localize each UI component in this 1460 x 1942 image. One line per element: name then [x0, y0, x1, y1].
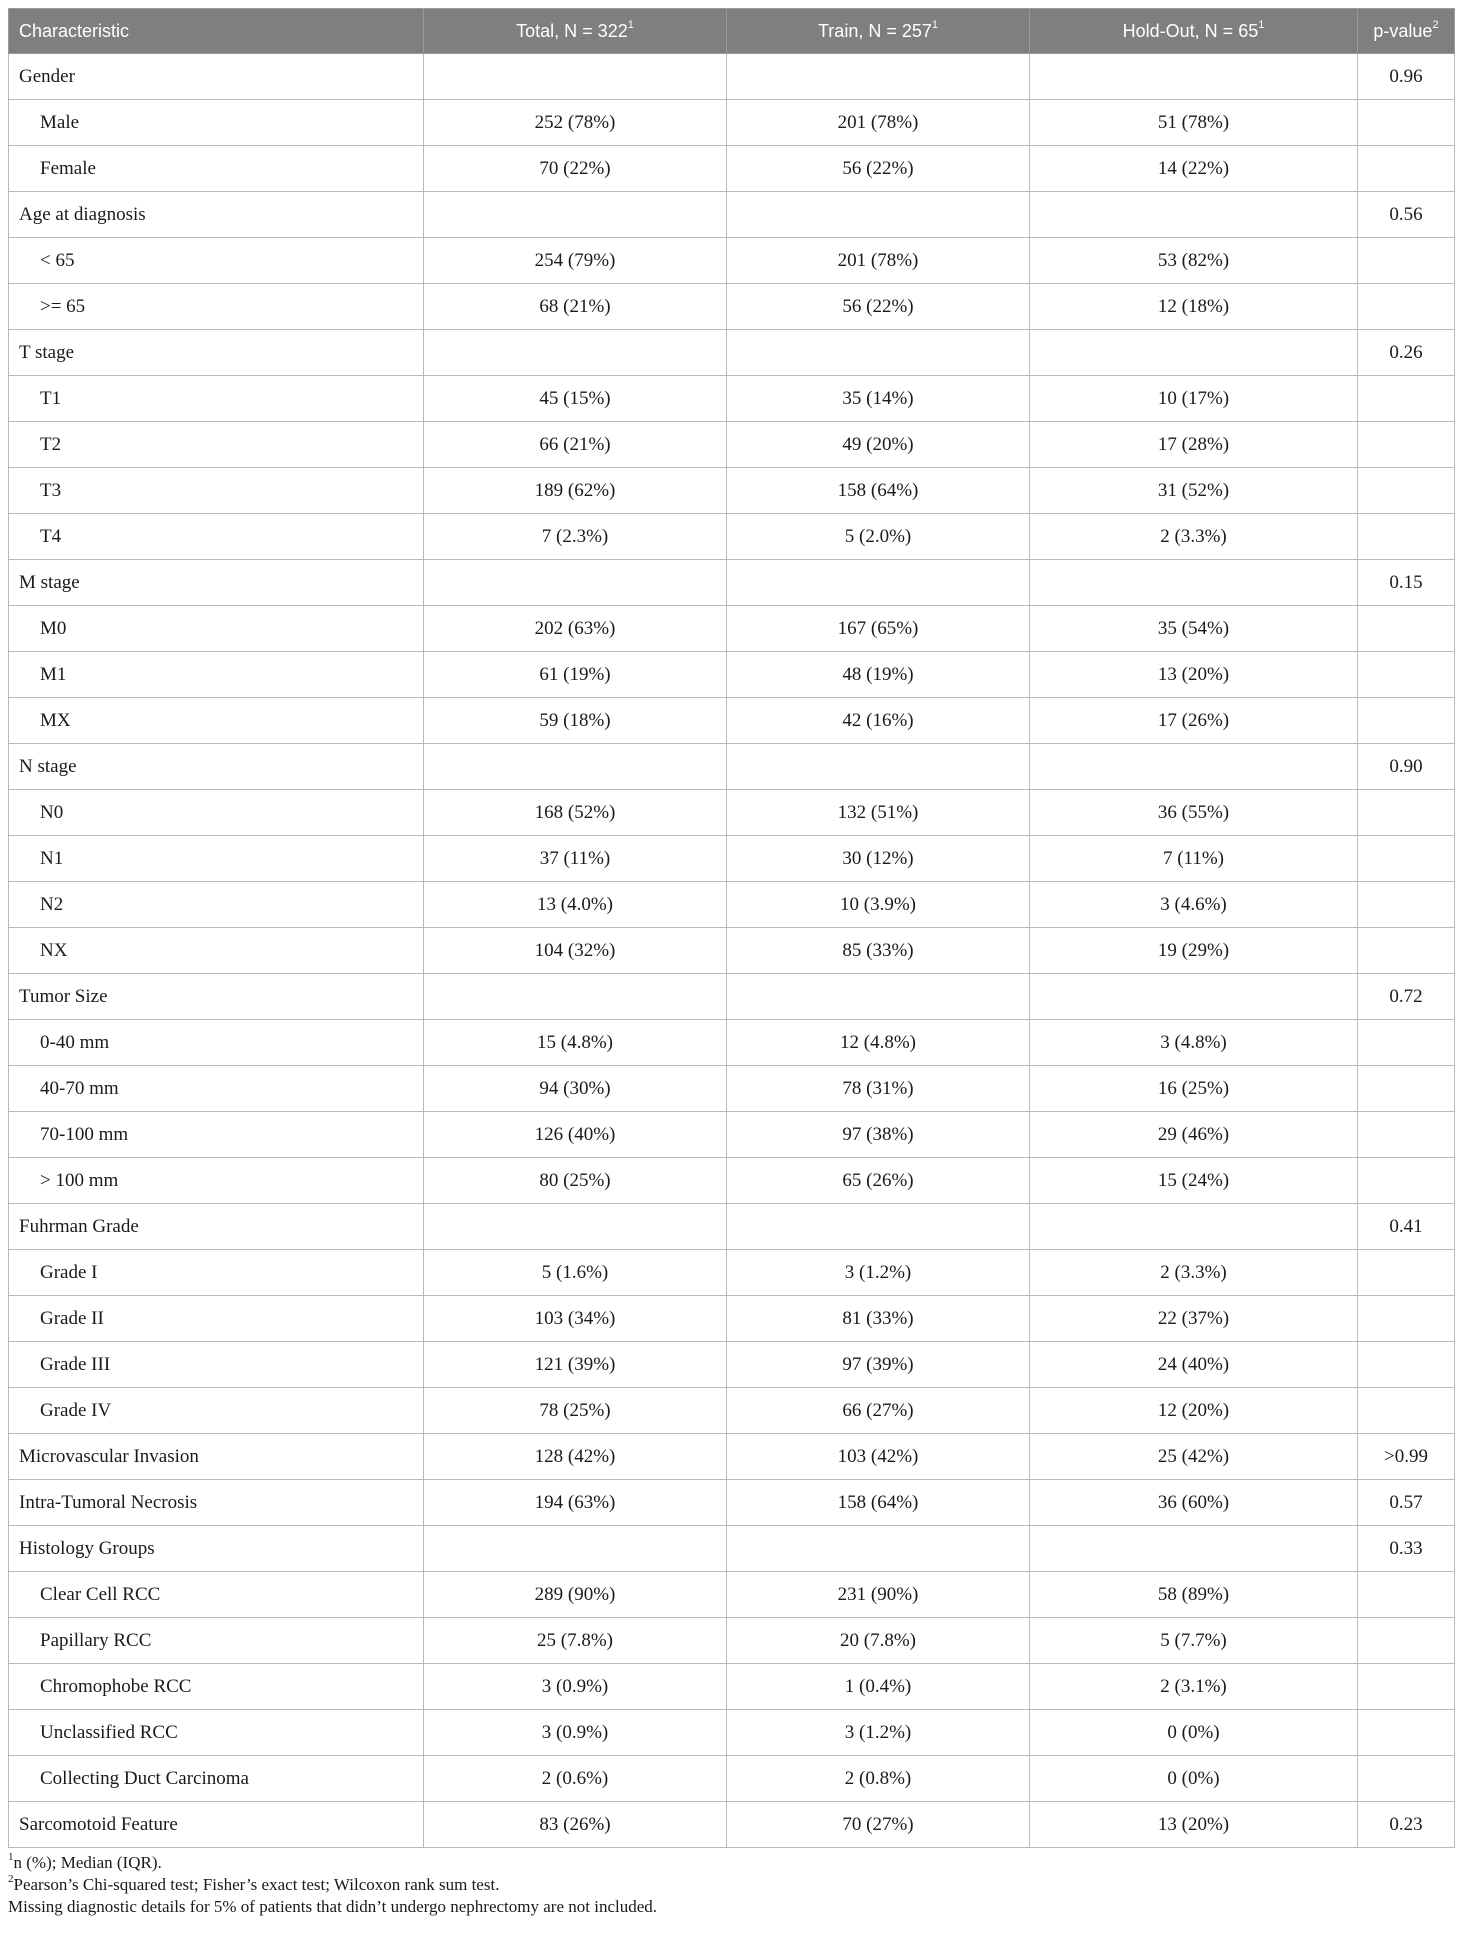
cell-total: [424, 192, 727, 238]
cell-pvalue: [1358, 882, 1455, 928]
cell-total: 80 (25%): [424, 1158, 727, 1204]
cell-train: 70 (27%): [727, 1802, 1030, 1848]
cell-holdout: [1030, 54, 1358, 100]
row-label: T1: [9, 376, 424, 422]
row-label: M stage: [9, 560, 424, 606]
table-row: [9, 744, 1455, 790]
row-label: 70-100 mm: [9, 1112, 424, 1158]
cell-pvalue: [1358, 790, 1455, 836]
cell-total: 5 (1.6%): [424, 1250, 727, 1296]
cell-pvalue: [1358, 422, 1455, 468]
cell-train: 158 (64%): [727, 468, 1030, 514]
cell-train: [727, 330, 1030, 376]
cell-total: [424, 54, 727, 100]
table-row: [9, 146, 1455, 192]
cell-holdout: 17 (28%): [1030, 422, 1358, 468]
header-characteristic: Characteristic: [9, 9, 424, 54]
row-label: T3: [9, 468, 424, 514]
cell-holdout: 53 (82%): [1030, 238, 1358, 284]
cell-pvalue: 0.57: [1358, 1480, 1455, 1526]
cell-total: 3 (0.9%): [424, 1710, 727, 1756]
row-label: Clear Cell RCC: [9, 1572, 424, 1618]
cell-train: 201 (78%): [727, 238, 1030, 284]
cell-pvalue: [1358, 1250, 1455, 1296]
table-row: [9, 1480, 1455, 1526]
cell-holdout: 13 (20%): [1030, 1802, 1358, 1848]
cell-total: 126 (40%): [424, 1112, 727, 1158]
row-label: T2: [9, 422, 424, 468]
cell-pvalue: 0.33: [1358, 1526, 1455, 1572]
cell-pvalue: [1358, 468, 1455, 514]
cell-train: 132 (51%): [727, 790, 1030, 836]
cell-train: [727, 974, 1030, 1020]
cell-pvalue: [1358, 606, 1455, 652]
row-label: Histology Groups: [9, 1526, 424, 1572]
cell-holdout: 35 (54%): [1030, 606, 1358, 652]
table-row: [9, 652, 1455, 698]
row-label: Sarcomotoid Feature: [9, 1802, 424, 1848]
row-label: >= 65: [9, 284, 424, 330]
footnote-3: Missing diagnostic details for 5% of patients that didn’t undergo nephrectomy are not included.: [8, 1897, 658, 1916]
row-label: Male: [9, 100, 424, 146]
header-pvalue: p-value$^2$: [1358, 9, 1455, 54]
row-label: M0: [9, 606, 424, 652]
cell-holdout: [1030, 1526, 1358, 1572]
table-row: [9, 54, 1455, 100]
cell-train: 81 (33%): [727, 1296, 1030, 1342]
cell-holdout: 15 (24%): [1030, 1158, 1358, 1204]
row-label: Grade I: [9, 1250, 424, 1296]
cell-pvalue: [1358, 1388, 1455, 1434]
cell-pvalue: [1358, 1618, 1455, 1664]
table-row: [9, 1066, 1455, 1112]
row-label: N2: [9, 882, 424, 928]
cell-total: 202 (63%): [424, 606, 727, 652]
cell-total: [424, 1204, 727, 1250]
cell-total: 94 (30%): [424, 1066, 727, 1112]
row-label: T stage: [9, 330, 424, 376]
cell-pvalue: >0.99: [1358, 1434, 1455, 1480]
characteristics-table: [8, 8, 1455, 1848]
cell-total: 2 (0.6%): [424, 1756, 727, 1802]
cell-total: 194 (63%): [424, 1480, 727, 1526]
row-label: MX: [9, 698, 424, 744]
cell-total: 168 (52%): [424, 790, 727, 836]
cell-pvalue: [1358, 836, 1455, 882]
table-row: [9, 836, 1455, 882]
cell-holdout: 36 (60%): [1030, 1480, 1358, 1526]
cell-total: 254 (79%): [424, 238, 727, 284]
cell-total: 7 (2.3%): [424, 514, 727, 560]
table-row: [9, 974, 1455, 1020]
row-label: Age at diagnosis: [9, 192, 424, 238]
header-row: [9, 9, 1455, 54]
cell-train: 5 (2.0%): [727, 514, 1030, 560]
header-holdout: Hold-Out, $N = 65^1$: [1030, 9, 1358, 54]
row-label: N0: [9, 790, 424, 836]
table-row: [9, 1204, 1455, 1250]
cell-total: 15 (4.8%): [424, 1020, 727, 1066]
footnote-1: $^1$n (%); Median (IQR).: [8, 1851, 162, 1872]
cell-total: 289 (90%): [424, 1572, 727, 1618]
cell-train: 65 (26%): [727, 1158, 1030, 1204]
cell-train: 42 (16%): [727, 698, 1030, 744]
cell-pvalue: 0.56: [1358, 192, 1455, 238]
cell-total: [424, 560, 727, 606]
cell-total: 252 (78%): [424, 100, 727, 146]
table-row: [9, 1342, 1455, 1388]
cell-train: 12 (4.8%): [727, 1020, 1030, 1066]
table-row: [9, 1618, 1455, 1664]
cell-total: 3 (0.9%): [424, 1664, 727, 1710]
row-label: N1: [9, 836, 424, 882]
cell-train: 20 (7.8%): [727, 1618, 1030, 1664]
cell-holdout: 25 (42%): [1030, 1434, 1358, 1480]
table-row: [9, 882, 1455, 928]
footnotes: [8, 1852, 1454, 1918]
table-row: [9, 1802, 1455, 1848]
cell-holdout: 3 (4.6%): [1030, 882, 1358, 928]
cell-train: 56 (22%): [727, 284, 1030, 330]
table-row: [9, 376, 1455, 422]
cell-pvalue: [1358, 1342, 1455, 1388]
table-row: [9, 284, 1455, 330]
table-row: [9, 468, 1455, 514]
table-row: [9, 1158, 1455, 1204]
row-label: 40-70 mm: [9, 1066, 424, 1112]
cell-train: 103 (42%): [727, 1434, 1030, 1480]
cell-holdout: 0 (0%): [1030, 1756, 1358, 1802]
cell-train: [727, 1526, 1030, 1572]
cell-pvalue: [1358, 1066, 1455, 1112]
cell-total: 78 (25%): [424, 1388, 727, 1434]
cell-train: 167 (65%): [727, 606, 1030, 652]
cell-pvalue: 0.90: [1358, 744, 1455, 790]
cell-holdout: 2 (3.1%): [1030, 1664, 1358, 1710]
cell-holdout: 22 (37%): [1030, 1296, 1358, 1342]
cell-holdout: [1030, 560, 1358, 606]
cell-holdout: 58 (89%): [1030, 1572, 1358, 1618]
cell-holdout: 17 (26%): [1030, 698, 1358, 744]
cell-total: 61 (19%): [424, 652, 727, 698]
cell-pvalue: [1358, 1158, 1455, 1204]
row-label: Papillary RCC: [9, 1618, 424, 1664]
cell-total: 37 (11%): [424, 836, 727, 882]
cell-train: 1 (0.4%): [727, 1664, 1030, 1710]
cell-total: 128 (42%): [424, 1434, 727, 1480]
cell-holdout: 12 (18%): [1030, 284, 1358, 330]
cell-total: [424, 744, 727, 790]
row-label: Fuhrman Grade: [9, 1204, 424, 1250]
cell-train: [727, 744, 1030, 790]
row-label: Grade III: [9, 1342, 424, 1388]
cell-train: 97 (39%): [727, 1342, 1030, 1388]
cell-total: 25 (7.8%): [424, 1618, 727, 1664]
row-label: 0-40 mm: [9, 1020, 424, 1066]
cell-pvalue: [1358, 928, 1455, 974]
row-label: M1: [9, 652, 424, 698]
cell-pvalue: 0.15: [1358, 560, 1455, 606]
table-row: [9, 1112, 1455, 1158]
cell-total: 66 (21%): [424, 422, 727, 468]
cell-pvalue: [1358, 1572, 1455, 1618]
cell-train: 66 (27%): [727, 1388, 1030, 1434]
table-row: [9, 330, 1455, 376]
cell-total: 121 (39%): [424, 1342, 727, 1388]
table-row: [9, 1250, 1455, 1296]
cell-pvalue: [1358, 100, 1455, 146]
table-row: [9, 422, 1455, 468]
cell-total: 83 (26%): [424, 1802, 727, 1848]
cell-pvalue: [1358, 284, 1455, 330]
cell-holdout: 13 (20%): [1030, 652, 1358, 698]
cell-train: 3 (1.2%): [727, 1250, 1030, 1296]
cell-total: [424, 1526, 727, 1572]
row-label: T4: [9, 514, 424, 560]
cell-holdout: 3 (4.8%): [1030, 1020, 1358, 1066]
row-label: Microvascular Invasion: [9, 1434, 424, 1480]
cell-holdout: [1030, 974, 1358, 1020]
cell-train: [727, 1204, 1030, 1250]
table-header: [9, 9, 1455, 54]
row-label: > 100 mm: [9, 1158, 424, 1204]
cell-holdout: 7 (11%): [1030, 836, 1358, 882]
row-label: Gender: [9, 54, 424, 100]
cell-total: 103 (34%): [424, 1296, 727, 1342]
table-row: [9, 1710, 1455, 1756]
table-row: [9, 1756, 1455, 1802]
cell-holdout: [1030, 744, 1358, 790]
row-label: Tumor Size: [9, 974, 424, 1020]
cell-train: [727, 560, 1030, 606]
cell-pvalue: [1358, 514, 1455, 560]
cell-holdout: 14 (22%): [1030, 146, 1358, 192]
row-label: Collecting Duct Carcinoma: [9, 1756, 424, 1802]
cell-pvalue: [1358, 376, 1455, 422]
table-row: [9, 192, 1455, 238]
cell-total: 59 (18%): [424, 698, 727, 744]
row-label: Chromophobe RCC: [9, 1664, 424, 1710]
table-row: [9, 698, 1455, 744]
row-label: NX: [9, 928, 424, 974]
cell-pvalue: [1358, 652, 1455, 698]
table-row: [9, 1388, 1455, 1434]
cell-train: 35 (14%): [727, 376, 1030, 422]
cell-pvalue: 0.23: [1358, 1802, 1455, 1848]
cell-train: 56 (22%): [727, 146, 1030, 192]
cell-pvalue: [1358, 1020, 1455, 1066]
footnote-2: $^2$Pearson’s Chi-squared test; Fisher’s exact test; Wilcoxon rank sum test.: [8, 1873, 500, 1894]
cell-train: 78 (31%): [727, 1066, 1030, 1112]
cell-pvalue: [1358, 1710, 1455, 1756]
table-row: [9, 1434, 1455, 1480]
table-container: [8, 8, 1454, 1918]
cell-train: 201 (78%): [727, 100, 1030, 146]
table-row: [9, 1020, 1455, 1066]
cell-train: 48 (19%): [727, 652, 1030, 698]
table-row: [9, 560, 1455, 606]
cell-pvalue: [1358, 238, 1455, 284]
cell-train: 2 (0.8%): [727, 1756, 1030, 1802]
cell-holdout: 19 (29%): [1030, 928, 1358, 974]
cell-holdout: 2 (3.3%): [1030, 1250, 1358, 1296]
cell-holdout: [1030, 1204, 1358, 1250]
cell-holdout: 31 (52%): [1030, 468, 1358, 514]
cell-holdout: 36 (55%): [1030, 790, 1358, 836]
table-row: [9, 100, 1455, 146]
cell-pvalue: 0.72: [1358, 974, 1455, 1020]
cell-total: [424, 330, 727, 376]
table-row: [9, 928, 1455, 974]
cell-pvalue: 0.26: [1358, 330, 1455, 376]
cell-pvalue: [1358, 1756, 1455, 1802]
cell-pvalue: [1358, 1664, 1455, 1710]
table-row: [9, 1526, 1455, 1572]
cell-holdout: [1030, 192, 1358, 238]
table-row: [9, 606, 1455, 652]
cell-holdout: 24 (40%): [1030, 1342, 1358, 1388]
cell-train: 49 (20%): [727, 422, 1030, 468]
cell-holdout: 51 (78%): [1030, 100, 1358, 146]
cell-pvalue: [1358, 1112, 1455, 1158]
cell-holdout: [1030, 330, 1358, 376]
header-train: Train, $N = 257^1$: [727, 9, 1030, 54]
row-label: Grade II: [9, 1296, 424, 1342]
table-row: [9, 790, 1455, 836]
row-label: < 65: [9, 238, 424, 284]
cell-total: 104 (32%): [424, 928, 727, 974]
row-label: Intra-Tumoral Necrosis: [9, 1480, 424, 1526]
cell-train: 97 (38%): [727, 1112, 1030, 1158]
row-label: Grade IV: [9, 1388, 424, 1434]
cell-pvalue: 0.41: [1358, 1204, 1455, 1250]
cell-train: [727, 54, 1030, 100]
row-label: N stage: [9, 744, 424, 790]
cell-train: 85 (33%): [727, 928, 1030, 974]
cell-train: 3 (1.2%): [727, 1710, 1030, 1756]
cell-total: 70 (22%): [424, 146, 727, 192]
cell-train: 231 (90%): [727, 1572, 1030, 1618]
table-body: [9, 54, 1455, 1848]
cell-holdout: 10 (17%): [1030, 376, 1358, 422]
table-row: [9, 514, 1455, 560]
cell-train: [727, 192, 1030, 238]
cell-holdout: 0 (0%): [1030, 1710, 1358, 1756]
cell-holdout: 2 (3.3%): [1030, 514, 1358, 560]
cell-total: 45 (15%): [424, 376, 727, 422]
cell-pvalue: 0.96: [1358, 54, 1455, 100]
cell-holdout: 16 (25%): [1030, 1066, 1358, 1112]
cell-total: 68 (21%): [424, 284, 727, 330]
table-row: [9, 238, 1455, 284]
cell-train: 158 (64%): [727, 1480, 1030, 1526]
cell-train: 10 (3.9%): [727, 882, 1030, 928]
cell-holdout: 29 (46%): [1030, 1112, 1358, 1158]
table-row: [9, 1664, 1455, 1710]
cell-total: [424, 974, 727, 1020]
cell-pvalue: [1358, 698, 1455, 744]
cell-train: 30 (12%): [727, 836, 1030, 882]
header-total: Total, $N = 322^1$: [424, 9, 727, 54]
cell-total: 13 (4.0%): [424, 882, 727, 928]
row-label: Female: [9, 146, 424, 192]
table-row: [9, 1572, 1455, 1618]
cell-pvalue: [1358, 1296, 1455, 1342]
cell-holdout: 5 (7.7%): [1030, 1618, 1358, 1664]
cell-holdout: 12 (20%): [1030, 1388, 1358, 1434]
cell-pvalue: [1358, 146, 1455, 192]
row-label: Unclassified RCC: [9, 1710, 424, 1756]
cell-total: 189 (62%): [424, 468, 727, 514]
table-row: [9, 1296, 1455, 1342]
